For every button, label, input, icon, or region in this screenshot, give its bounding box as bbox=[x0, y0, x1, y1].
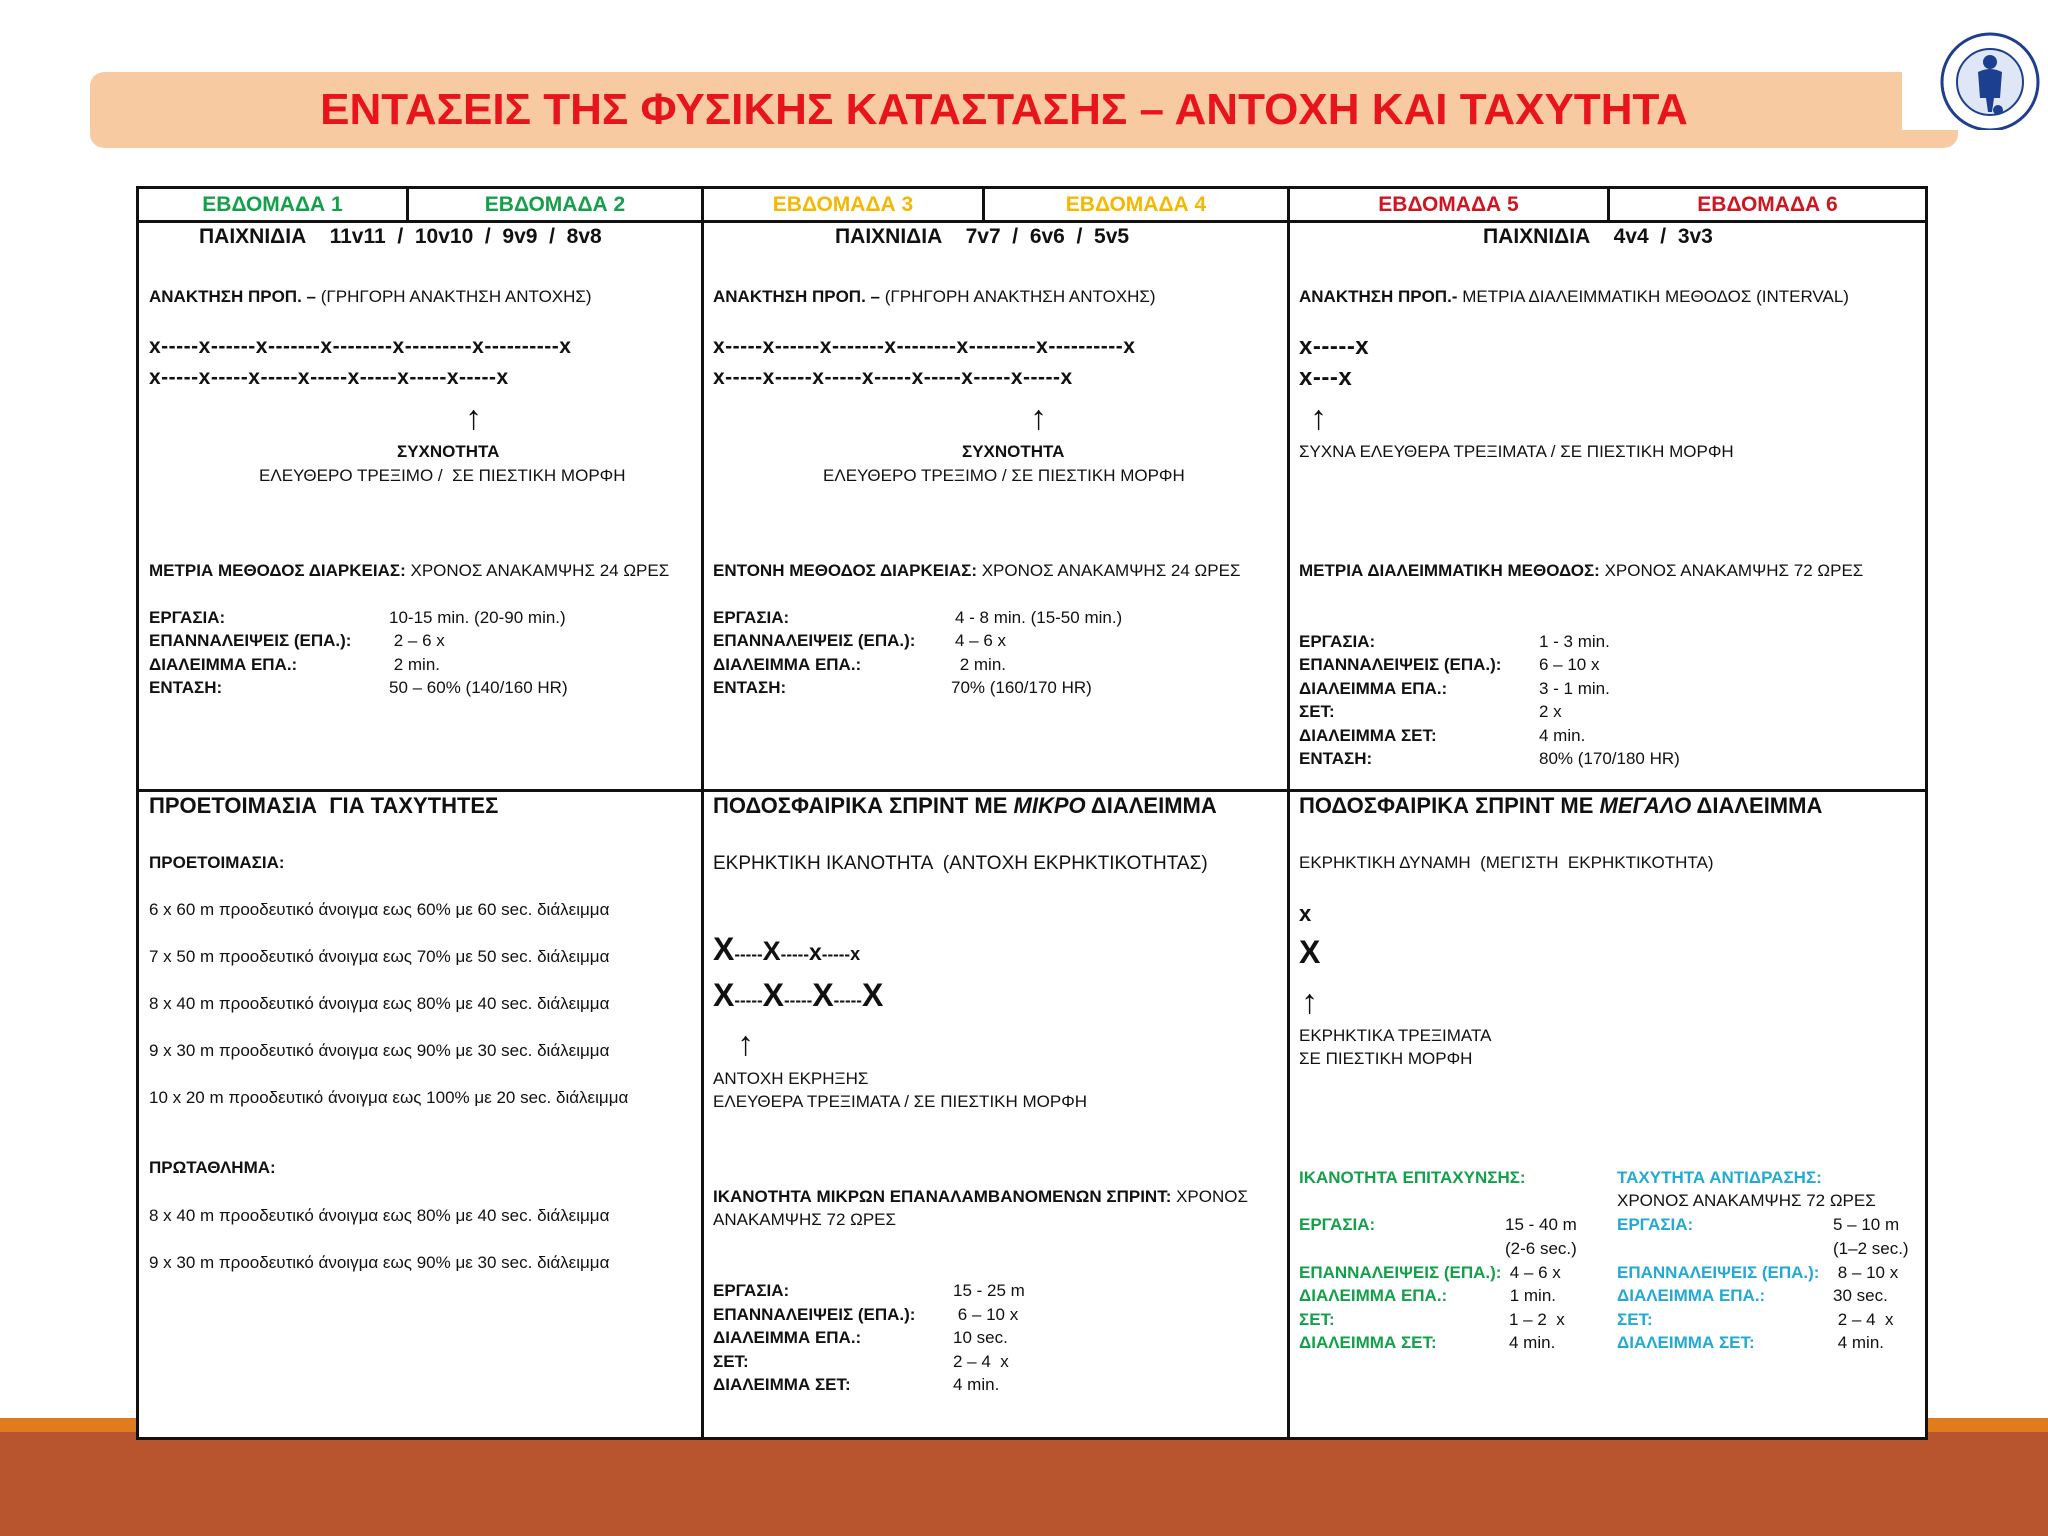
param-label: ΕΠΑΝΝΑΛΕΙΨΕΙΣ (ΕΠΑ.): bbox=[713, 1305, 916, 1324]
param-label: ΕΝΤΑΣΗ: bbox=[1299, 749, 1373, 768]
frequency-note: ΕΛΕΥΘΕΡΟ ΤΡΕΞΙΜΟ / ΣΕ ΠΙΕΣΤΙΚΗ ΜΟΡΦΗ bbox=[259, 466, 626, 485]
section-divider bbox=[139, 789, 1925, 792]
param-value: 4 – 6 x bbox=[1505, 1263, 1561, 1282]
param-label: ΕΡΓΑΣΙΑ: bbox=[1617, 1215, 1694, 1234]
page-title: ΕΝΤΑΣΕΙΣ ΤΗΣ ΦΥΣΙΚΗΣ ΚΑΤΑΣΤΑΣΗΣ – ΑΝΤΟΧΗ ΚΑΙ ΤΑΧΥΤΗΤΑ bbox=[320, 85, 1688, 134]
param-value: 30 sec. bbox=[1833, 1286, 1888, 1305]
sprint-pattern: X-----X-----X-----X bbox=[713, 977, 884, 1013]
param-label: ΕΠΑΝΝΑΛΕΙΨΕΙΣ (ΕΠΑ.): bbox=[713, 631, 916, 650]
param-label: ΕΝΤΑΣΗ: bbox=[713, 678, 787, 697]
param-value: 4 min. bbox=[1833, 1333, 1885, 1352]
param-value: 50 – 60% (140/160 HR) bbox=[389, 678, 568, 697]
interval-pattern: x-----x------x-------x--------x---------x----------x bbox=[149, 335, 572, 358]
section-subheading: ΕΚΡΗΚΤΙΚΗ ΙΚΑΝΟΤΗΤΑ (ΑΝΤΟΧΗ ΕΚΡΗΚΤΙΚΟΤΗΤΑΣ) bbox=[713, 853, 1208, 874]
arrow-up-icon: ↑ bbox=[465, 399, 482, 437]
frequency-note: ΕΛΕΥΘΕΡΟ ΤΡΕΞΙΜΟ / ΣΕ ΠΙΕΣΤΙΚΗ ΜΟΡΦΗ bbox=[823, 466, 1185, 485]
param-value: 5 – 10 m bbox=[1833, 1215, 1900, 1234]
param-value: 10-15 min. (20-90 min.) bbox=[389, 608, 566, 627]
column-divider bbox=[1287, 189, 1290, 1437]
training-table bbox=[136, 186, 1928, 1440]
sprint-pattern: X-----X-----x-----x bbox=[713, 931, 861, 967]
championship-item: 9 x 30 m προοδευτικό άνοιγμα εως 90% με 30 sec. διάλειμμα bbox=[149, 1253, 610, 1272]
column-divider bbox=[701, 189, 704, 1437]
param-label: ΕΝΤΑΣΗ: bbox=[149, 678, 223, 697]
param-label: ΕΡΓΑΣΙΑ: bbox=[713, 608, 790, 627]
sprint-note: ΑΝΤΟΧΗ ΕΚΡΗΞΗΣ bbox=[713, 1069, 869, 1088]
param-value: 2 x bbox=[1539, 702, 1562, 721]
param-value: 4 min. bbox=[953, 1375, 1000, 1394]
param-value: 4 min. bbox=[1509, 1333, 1556, 1352]
week-1-header: ΕΒΔΟΜΑΔΑ 1 bbox=[202, 193, 343, 216]
prep-item: 6 x 60 m προοδευτικό άνοιγμα εως 60% με 60 sec. διάλειμμα bbox=[149, 900, 610, 919]
param-label: ΔΙΑΛΕΙΜΜΑ ΣΕΤ: bbox=[1299, 726, 1437, 745]
param-value: 2 min. bbox=[389, 655, 441, 674]
param-label: ΕΡΓΑΣΙΑ: bbox=[149, 608, 226, 627]
games-line: ΠΑΙΧΝΙΔΙΑ 11v11 / 10v10 / 9v9 / 8v8 bbox=[199, 225, 602, 248]
acceleration-title: ΙΚΑΝΟΤΗΤΑ ΕΠΙΤΑΧΥΝΣΗΣ: bbox=[1299, 1168, 1526, 1187]
sprint-note: ΕΚΡΗΚΤΙΚΑ ΤΡΕΞΙΜΑΤΑ bbox=[1299, 1026, 1492, 1045]
prep-item: 8 x 40 m προοδευτικό άνοιγμα εως 80% με 40 sec. διάλειμμα bbox=[149, 994, 610, 1013]
param-label: ΔΙΑΛΕΙΜΜΑ ΕΠΑ.: bbox=[713, 655, 862, 674]
param-label: ΔΙΑΛΕΙΜΜΑ ΕΠΑ.: bbox=[1617, 1286, 1766, 1305]
param-label: ΕΠΑΝΝΑΛΕΙΨΕΙΣ (ΕΠΑ.): bbox=[1299, 1263, 1502, 1282]
param-label: ΣΕΤ: bbox=[1617, 1310, 1653, 1329]
interval-pattern: x-----x-----x-----x-----x-----x-----x-----x bbox=[149, 366, 509, 389]
frequency-note: ΣΥΧΝΑ ΕΛΕΥΘΕΡΑ ΤΡΕΞΙΜΑΤΑ / ΣΕ ΠΙΕΣΤΙΚΗ ΜΟΡΦΗ bbox=[1299, 442, 1734, 461]
param-label: ΕΠΑΝΝΑΛΕΙΨΕΙΣ (ΕΠΑ.): bbox=[149, 631, 352, 650]
param-label: ΣΕΤ: bbox=[1299, 1310, 1335, 1329]
reaction-subtitle: ΧΡΟΝΟΣ ΑΝΑΚΑΜΨΗΣ 72 ΩΡΕΣ bbox=[1617, 1191, 1876, 1210]
param-value: 1 – 2 x bbox=[1509, 1310, 1565, 1329]
param-label: ΔΙΑΛΕΙΜΜΑ ΕΠΑ.: bbox=[713, 1328, 862, 1347]
arrow-up-icon: ↑ bbox=[1301, 983, 1318, 1021]
param-value: 6 – 10 x bbox=[1539, 655, 1600, 674]
param-value: (1–2 sec.) bbox=[1833, 1239, 1909, 1258]
param-value: 15 - 40 m bbox=[1505, 1215, 1577, 1234]
method-line: ΜΕΤΡΙΑ ΔΙΑΛΕΙΜΜΑΤΙΚΗ ΜΕΘΟΔΟΣ: ΧΡΟΝΟΣ ΑΝΑΚΑΜΨΗΣ 72 ΩΡΕΣ bbox=[1299, 561, 1864, 580]
week-4-header: ΕΒΔΟΜΑΔΑ 4 bbox=[1065, 193, 1207, 216]
param-value: 2 – 4 x bbox=[1833, 1310, 1894, 1329]
ability-line: ΑΝΑΚΑΜΨΗΣ 72 ΩΡΕΣ bbox=[713, 1210, 897, 1229]
param-value: 3 - 1 min. bbox=[1539, 679, 1610, 698]
param-label: ΕΡΓΑΣΙΑ: bbox=[1299, 1215, 1376, 1234]
sprint-pattern: X bbox=[1299, 934, 1321, 970]
arrow-up-icon: ↑ bbox=[737, 1025, 754, 1063]
param-label: ΔΙΑΛΕΙΜΜΑ ΕΠΑ.: bbox=[149, 655, 298, 674]
frequency-label: ΣΥΧΝΟΤΗΤΑ bbox=[397, 442, 500, 461]
param-value: 80% (170/180 HR) bbox=[1539, 749, 1680, 768]
param-label: ΔΙΑΛΕΙΜΜΑ ΕΠΑ.: bbox=[1299, 1286, 1448, 1305]
param-label: ΔΙΑΛΕΙΜΜΑ ΣΕΤ: bbox=[1617, 1333, 1755, 1352]
param-label: ΔΙΑΛΕΙΜΜΑ ΣΕΤ: bbox=[1299, 1333, 1437, 1352]
param-label: ΕΡΓΑΣΙΑ: bbox=[713, 1281, 790, 1300]
param-value: 2 – 6 x bbox=[389, 631, 445, 650]
frequency-label: ΣΥΧΝΟΤΗΤΑ bbox=[962, 442, 1065, 461]
recovery-line: ΑΝΑΚΤΗΣΗ ΠΡΟΠ. – (ΓΡΗΓΟΡΗ ΑΝΑΚΤΗΣΗ ΑΝΤΟΧΗΣ) bbox=[713, 287, 1156, 306]
section-subheading: ΕΚΡΗΚΤΙΚΗ ΔΥΝΑΜΗ (ΜΕΓΙΣΤΗ ΕΚΡΗΚΤΙΚΟΤΗΤΑ) bbox=[1299, 853, 1714, 872]
param-value: 6 – 10 x bbox=[953, 1305, 1019, 1324]
param-value: 4 – 6 x bbox=[955, 631, 1007, 650]
method-line: ΕΝΤΟΝΗ ΜΕΘΟΔΟΣ ΔΙΑΡΚΕΙΑΣ: ΧΡΟΝΟΣ ΑΝΑΚΑΜΨΗΣ 24 ΩΡΕΣ bbox=[713, 561, 1241, 580]
section-heading: ΠΡΟΕΤΟΙΜΑΣΙΑ ΓΙΑ ΤΑΧΥΤΗΤΕΣ bbox=[149, 793, 499, 818]
param-value: 4 min. bbox=[1539, 726, 1586, 745]
sprint-note: ΣΕ ΠΙΕΣΤΙΚΗ ΜΟΡΦΗ bbox=[1299, 1049, 1473, 1068]
games-line: ΠΑΙΧΝΙΔΙΑ 4v4 / 3v3 bbox=[1483, 225, 1713, 248]
reaction-title: ΤΑΧΥΤΗΤΑ ΑΝΤΙΔΡΑΣΗΣ: bbox=[1617, 1168, 1822, 1187]
championship-item: 8 x 40 m προοδευτικό άνοιγμα εως 80% με 40 sec. διάλειμμα bbox=[149, 1206, 610, 1225]
param-value: 2 min. bbox=[955, 655, 1007, 674]
param-label: ΕΠΑΝΝΑΛΕΙΨΕΙΣ (ΕΠΑ.): bbox=[1299, 655, 1502, 674]
param-value: 10 sec. bbox=[953, 1328, 1008, 1347]
prep-item: 10 x 20 m προοδευτικό άνοιγμα εως 100% με 20 sec. διάλειμμα bbox=[149, 1088, 629, 1107]
prep-item: 9 x 30 m προοδευτικό άνοιγμα εως 90% με 30 sec. διάλειμμα bbox=[149, 1041, 610, 1060]
section-heading: ΠΟΔΟΣΦΑΙΡΙΚΑ ΣΠΡΙΝΤ ΜΕ ΜΕΓΑΛΟ ΔΙΑΛΕΙΜΜΑ bbox=[1299, 793, 1823, 818]
week-2-header: ΕΒΔΟΜΑΔΑ 2 bbox=[484, 193, 626, 216]
sprint-note: ΕΛΕΥΘΕΡΑ ΤΡΕΞΙΜΑΤΑ / ΣΕ ΠΙΕΣΤΙΚΗ ΜΟΡΦΗ bbox=[713, 1092, 1088, 1111]
param-value: 15 - 25 m bbox=[953, 1281, 1025, 1300]
param-value: 8 – 10 x bbox=[1833, 1263, 1899, 1282]
interval-pattern: x-----x-----x-----x-----x-----x-----x-----x bbox=[713, 366, 1073, 389]
interval-pattern: x-----x------x-------x--------x---------x----------x bbox=[713, 335, 1136, 358]
ability-line: ΙΚΑΝΟΤΗΤΑ ΜΙΚΡΩΝ ΕΠΑΝΑΛΑΜΒΑΝΟΜΕΝΩΝ ΣΠΡΙΝΤ: ΧΡΟΝΟΣ bbox=[713, 1187, 1249, 1206]
games-line: ΠΑΙΧΝΙΔΙΑ 7v7 / 6v6 / 5v5 bbox=[835, 225, 1130, 248]
footer-band bbox=[0, 1432, 2048, 1536]
recovery-line: ΑΝΑΚΤΗΣΗ ΠΡΟΠ.- ΜΕΤΡΙΑ ΔΙΑΛΕΙΜΜΑΤΙΚΗ ΜΕΘΟΔΟΣ (INTERVAL) bbox=[1299, 287, 1849, 306]
title-bar bbox=[90, 72, 1958, 148]
sprint-pattern: x bbox=[1299, 901, 1312, 926]
week-5-header: ΕΒΔΟΜΑΔΑ 5 bbox=[1378, 193, 1519, 216]
interval-pattern: x---x bbox=[1299, 364, 1353, 391]
param-label: ΕΡΓΑΣΙΑ: bbox=[1299, 632, 1376, 651]
prep-label: ΠΡΟΕΤΟΙΜΑΣΙΑ: bbox=[149, 853, 285, 872]
param-label: ΕΠΑΝΝΑΛΕΙΨΕΙΣ (ΕΠΑ.): bbox=[1617, 1263, 1820, 1282]
prep-item: 7 x 50 m προοδευτικό άνοιγμα εως 70% με 50 sec. διάλειμμα bbox=[149, 947, 610, 966]
param-value: 2 – 4 x bbox=[953, 1352, 1009, 1371]
param-value: (2-6 sec.) bbox=[1505, 1239, 1577, 1258]
param-label: ΣΕΤ: bbox=[713, 1352, 749, 1371]
param-label: ΣΕΤ: bbox=[1299, 702, 1335, 721]
coach-emblem-icon bbox=[1902, 26, 2046, 130]
recovery-line: ΑΝΑΚΤΗΣΗ ΠΡΟΠ. – (ΓΡΗΓΟΡΗ ΑΝΑΚΤΗΣΗ ΑΝΤΟΧΗΣ) bbox=[149, 287, 592, 306]
param-value: 70% (160/170 HR) bbox=[951, 678, 1092, 697]
week-3-header: ΕΒΔΟΜΑΔΑ 3 bbox=[772, 193, 914, 216]
param-value: 1 min. bbox=[1505, 1286, 1557, 1305]
param-value: 4 - 8 min. (15-50 min.) bbox=[955, 608, 1123, 627]
param-value: 1 - 3 min. bbox=[1539, 632, 1610, 651]
week-6-header: ΕΒΔΟΜΑΔΑ 6 bbox=[1697, 193, 1838, 216]
arrow-up-icon: ↑ bbox=[1310, 399, 1327, 437]
method-line: ΜΕΤΡΙΑ ΜΕΘΟΔΟΣ ΔΙΑΡΚΕΙΑΣ: ΧΡΟΝΟΣ ΑΝΑΚΑΜΨΗΣ 24 ΩΡΕΣ bbox=[149, 561, 670, 580]
championship-label: ΠΡΩΤΑΘΛΗΜΑ: bbox=[149, 1158, 276, 1177]
section-heading: ΠΟΔΟΣΦΑΙΡΙΚΑ ΣΠΡΙΝΤ ΜΕ ΜΙΚΡΟ ΔΙΑΛΕΙΜΜΑ bbox=[713, 793, 1217, 818]
interval-pattern: x-----x bbox=[1299, 333, 1370, 360]
param-label: ΔΙΑΛΕΙΜΜΑ ΣΕΤ: bbox=[713, 1375, 851, 1394]
param-label: ΔΙΑΛΕΙΜΜΑ ΕΠΑ.: bbox=[1299, 679, 1448, 698]
arrow-up-icon: ↑ bbox=[1030, 399, 1047, 437]
